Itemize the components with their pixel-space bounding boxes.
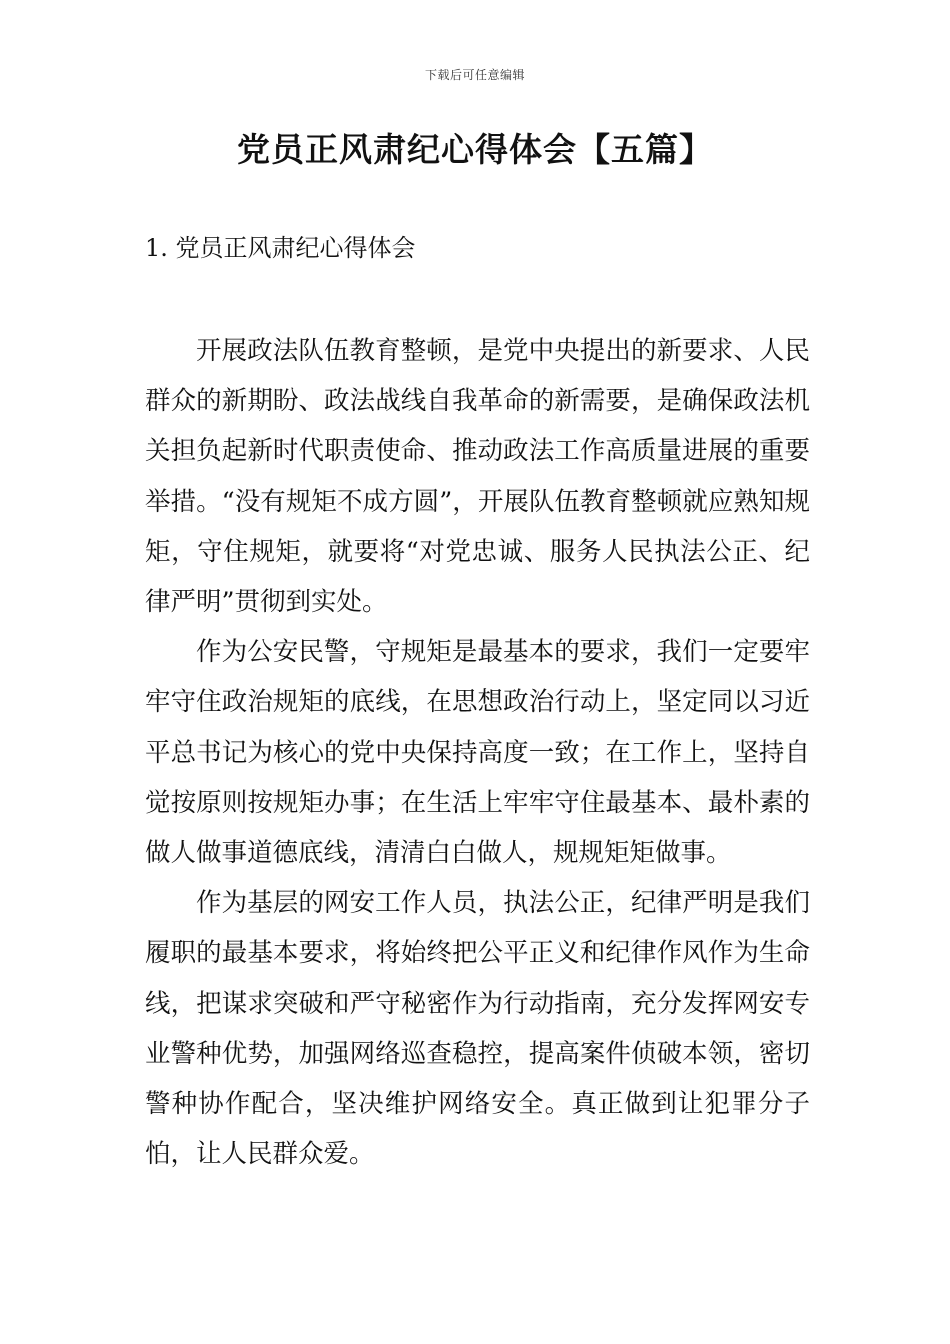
header-note: 下载后可任意编辑	[424, 68, 525, 82]
document-body	[145, 326, 810, 1179]
body-paragraph: 作为公安民警，守规矩是最基本的要求，我们一定要牢牢守住政治规矩的底线，在思想政治行动上，坚定同以习近平总书记为核心的党中央保持高度一致；在工作上，坚持自觉按原则按规矩办事；在生活上牢牢守住最基本、最朴素的做人做事道德底线，清清白白做人，规规矩矩做事。	[145, 637, 810, 869]
body-paragraph: 开展政法队伍教育整顿，是党中央提出的新要求、人民群众的新期盼、政法战线自我革命的新需要，是确保政法机关担负起新时代职责使命、推动政法工作高质量进展的重要举措。“没有规矩不成方圆”，开展队伍教育整顿就应熟知规矩，守住规矩，就要将“对党忠诚、服务人民执法公正、纪律严明”贯彻到实处。	[145, 336, 810, 618]
body-paragraph: 作为基层的网安工作人员，执法公正，纪律严明是我们履职的最基本要求，将始终把公平正义和纪律作风作为生命线，把谋求突破和严守秘密作为行动指南，充分发挥网安专业警种优势，加强网络巡查稳控，提高案件侦破本领，密切警种协作配合，坚决维护网络安全。真正做到让犯罪分子怕，让人民群众爱。	[145, 888, 810, 1170]
section-heading: 1. 党员正风肃纪心得体会	[145, 234, 416, 262]
document-title: 党员正风肃纪心得体会【五篇】	[237, 130, 713, 169]
